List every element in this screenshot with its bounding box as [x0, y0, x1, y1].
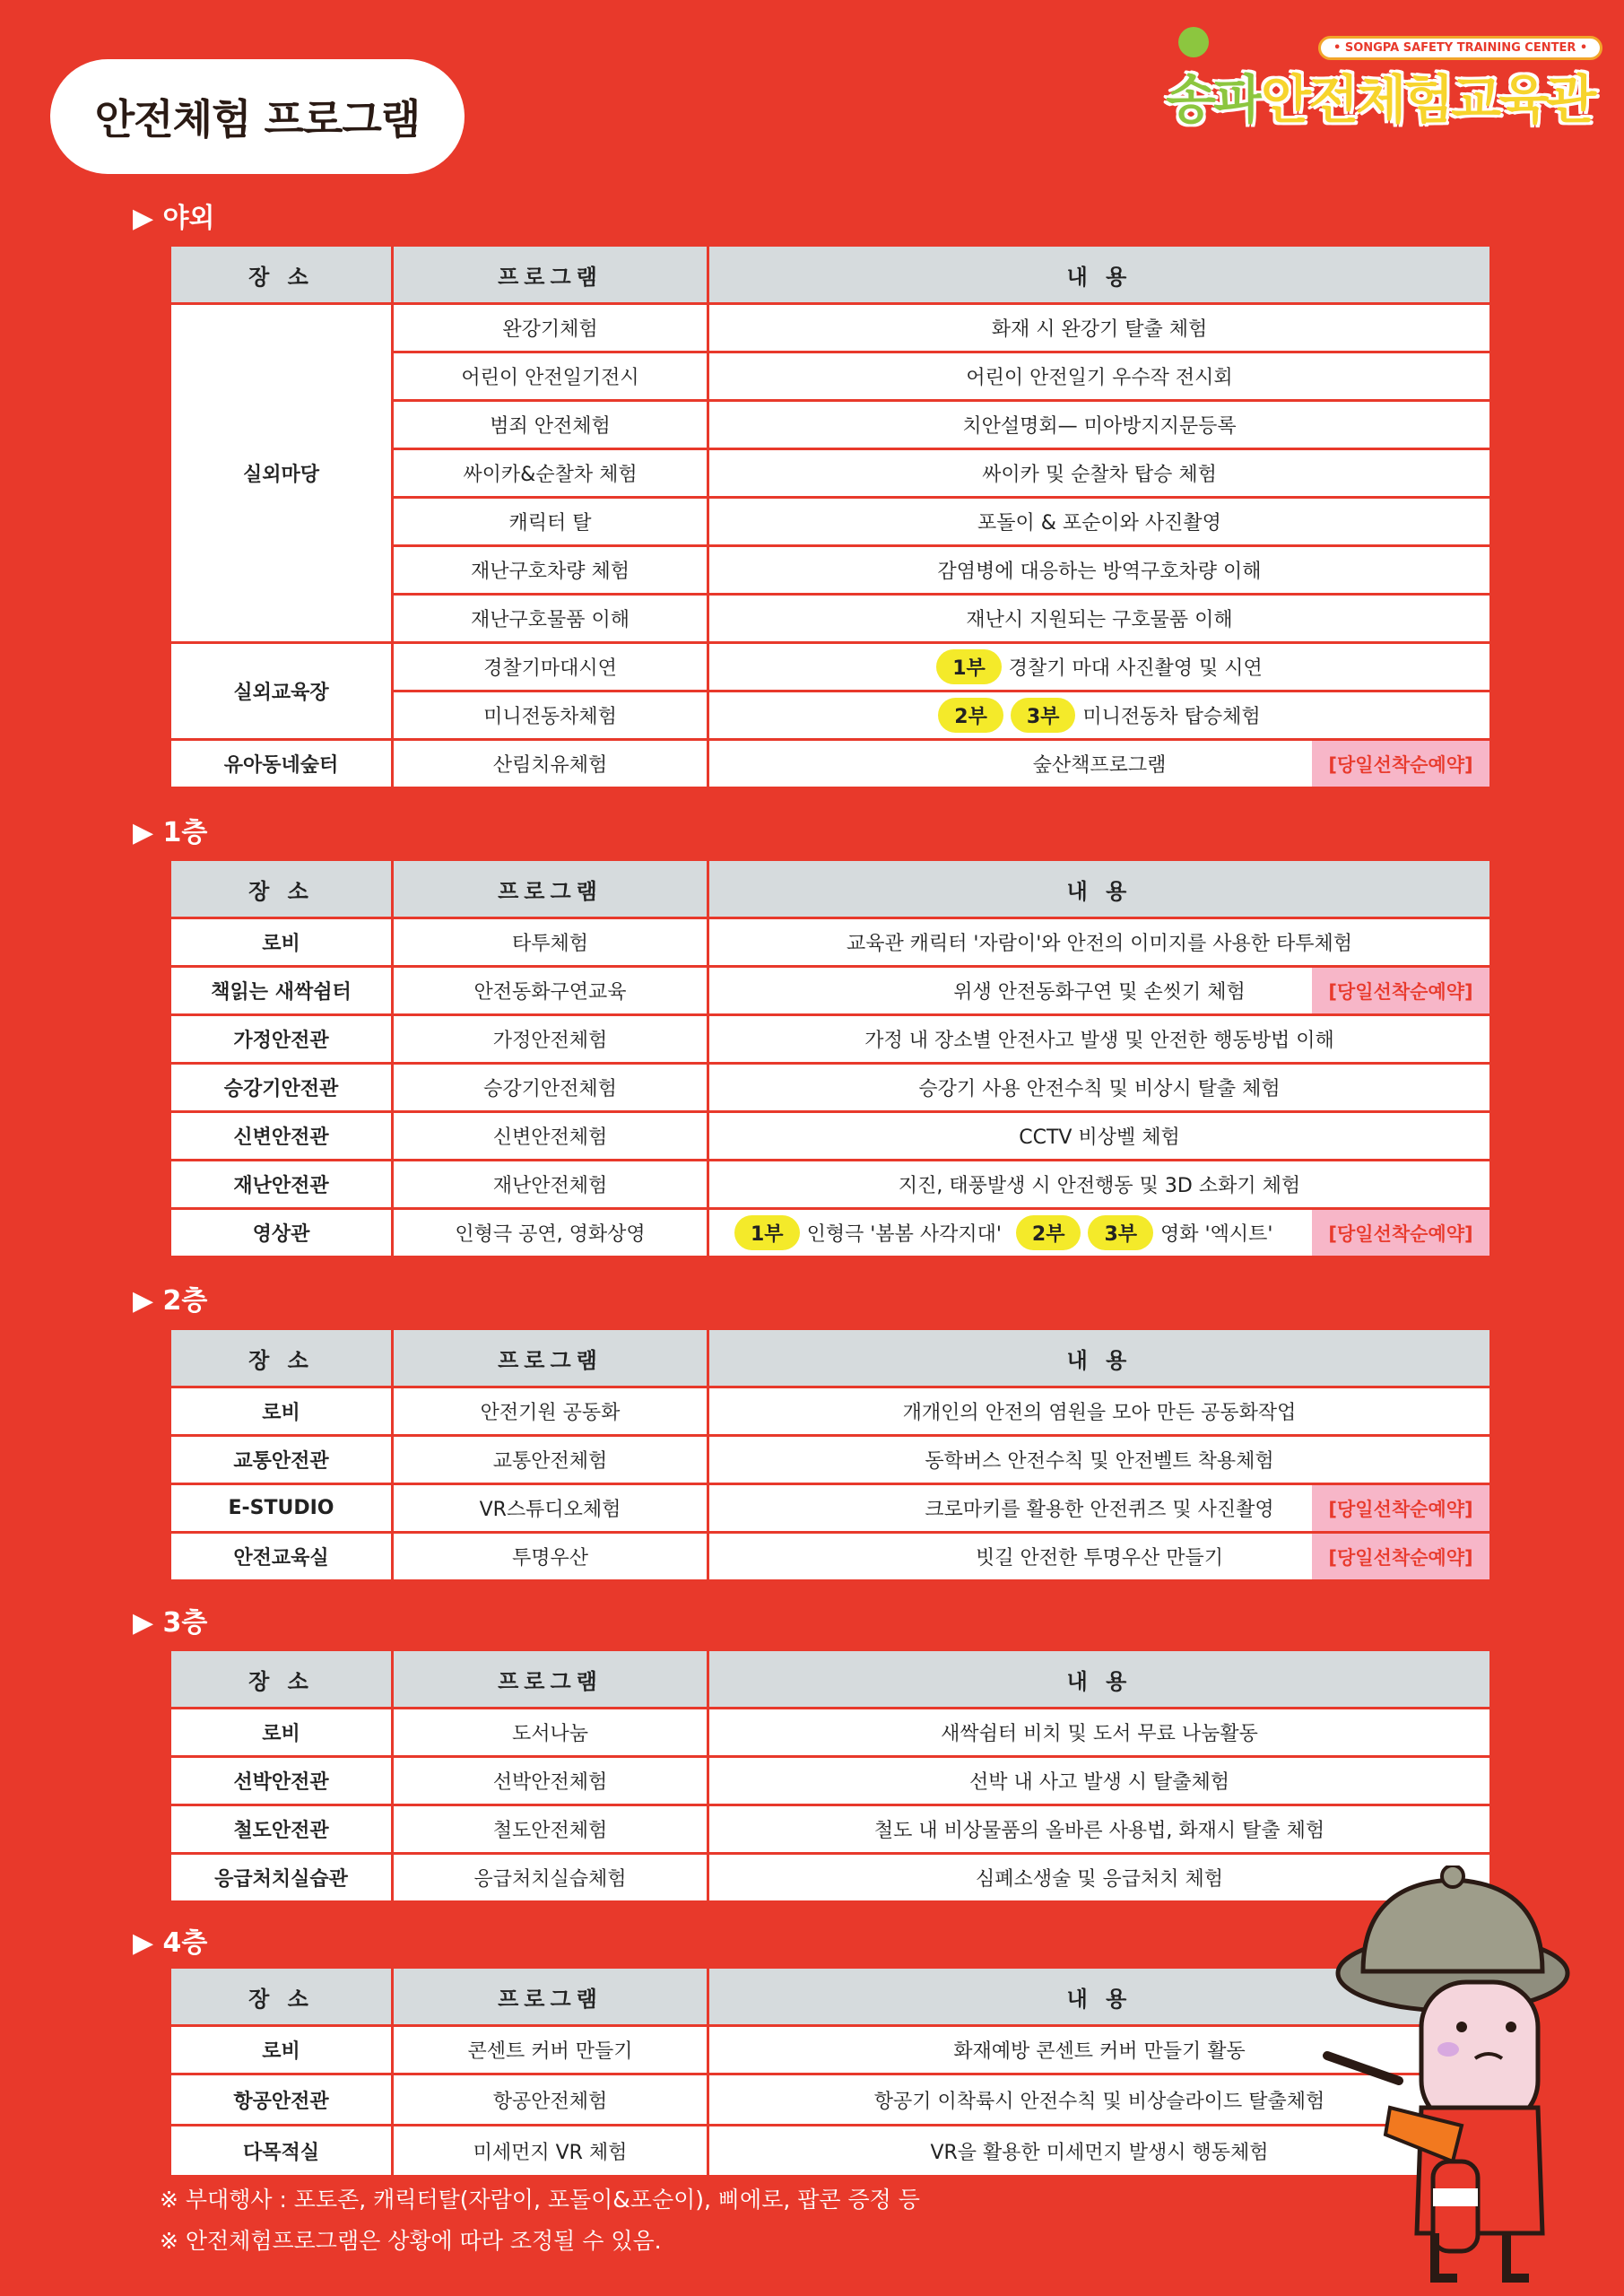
- header-place: 장 소: [170, 1650, 393, 1709]
- content-cell: [708, 740, 1491, 788]
- table-row: [170, 967, 1491, 1015]
- section-label-4f: ▶ 4층: [133, 1927, 208, 1959]
- place-cell: E-STUDIO: [170, 1484, 393, 1533]
- content-text: 영화 '엑시트': [1160, 1223, 1273, 1246]
- content-text: 인형극 '봄봄 사각지대': [806, 1223, 1002, 1246]
- content-cell: VR을 활용한 미세먼지 발생시 행동체험: [708, 2126, 1491, 2177]
- content-cell: 화재 시 완강기 탈출 체험: [708, 304, 1491, 352]
- table-outdoor: [169, 244, 1492, 789]
- content-text: 숲산책프로그램: [1032, 754, 1167, 777]
- place-cell: 유아동네숲터: [170, 740, 393, 788]
- header-place: 장 소: [170, 246, 393, 304]
- header-program: 프로그램: [393, 1968, 708, 2026]
- session-badge: 1부: [936, 649, 1002, 684]
- session-badge: 3부: [1011, 698, 1076, 733]
- header-content: 내 용: [708, 1968, 1491, 2026]
- place-cell: 신변안전관: [170, 1112, 393, 1161]
- program-cell: 미니전동차체험: [393, 691, 708, 740]
- header-content: 내 용: [708, 1650, 1491, 1709]
- header-program: 프로그램: [393, 246, 708, 304]
- table-row: [170, 643, 1491, 691]
- program-cell: 가정안전체험: [393, 1015, 708, 1064]
- content-cell: 어린이 안전일기 우수작 전시회: [708, 352, 1491, 401]
- table-row: [170, 2074, 1491, 2126]
- program-cell: 신변안전체험: [393, 1112, 708, 1161]
- program-cell: 항공안전체험: [393, 2074, 708, 2126]
- program-cell: 응급처치실습체험: [393, 1854, 708, 1902]
- header-program: 프로그램: [393, 1650, 708, 1709]
- table-row: [170, 1209, 1491, 1257]
- mascot-face: [1421, 1982, 1538, 2126]
- place-cell: 교통안전관: [170, 1436, 393, 1484]
- place-cell: 응급처치실습관: [170, 1854, 393, 1902]
- table-4f: [169, 1966, 1492, 2178]
- logo-subtitle: • SONGPA SAFETY TRAINING CENTER •: [1318, 36, 1602, 60]
- program-cell: 콘센트 커버 만들기: [393, 2026, 708, 2074]
- program-cell: 완강기체험: [393, 304, 708, 352]
- program-cell: 안전기원 공동화: [393, 1387, 708, 1436]
- program-cell: 재난안전체험: [393, 1161, 708, 1209]
- reservation-badge: [당일선착순예약]: [1312, 1534, 1489, 1579]
- table-row: [170, 304, 1491, 352]
- footnotes: [160, 2179, 920, 2262]
- content-cell: [708, 691, 1491, 740]
- place-cell: 실외교육장: [170, 643, 393, 740]
- content-text: 빗길 안전한 투명우산 만들기: [975, 1547, 1223, 1570]
- program-cell: 재난구호차량 체험: [393, 546, 708, 595]
- content-cell: 감염병에 대응하는 방역구호차량 이해: [708, 546, 1491, 595]
- program-cell: 도서나눔: [393, 1709, 708, 1757]
- program-cell: 미세먼지 VR 체험: [393, 2126, 708, 2177]
- program-cell: 교통안전체험: [393, 1436, 708, 1484]
- place-cell: 로비: [170, 1709, 393, 1757]
- program-cell: 산림치유체험: [393, 740, 708, 788]
- program-cell: 선박안전체험: [393, 1757, 708, 1805]
- content-cell: [708, 1209, 1491, 1257]
- header-program: 프로그램: [393, 860, 708, 918]
- sun-icon: [1178, 27, 1209, 57]
- program-cell: 싸이카&순찰차 체험: [393, 449, 708, 498]
- program-cell: 투명우산: [393, 1533, 708, 1581]
- table-row: [170, 2026, 1491, 2074]
- place-cell: 승강기안전관: [170, 1064, 393, 1112]
- content-cell: 개개인의 안전의 염원을 모아 만든 공동화작업: [708, 1387, 1491, 1436]
- table-row: [170, 1015, 1491, 1064]
- table-header: [170, 246, 1491, 304]
- table-header: [170, 1968, 1491, 2026]
- reservation-badge: [당일선착순예약]: [1312, 1485, 1489, 1531]
- page-title: 안전체험 프로그램: [94, 95, 421, 144]
- content-cell: 재난시 지원되는 구호물품 이해: [708, 595, 1491, 643]
- place-cell: 철도안전관: [170, 1805, 393, 1854]
- content-cell: 가정 내 장소별 안전사고 발생 및 안전한 행동방법 이해: [708, 1015, 1491, 1064]
- content-cell: 승강기 사용 안전수칙 및 비상시 탈출 체험: [708, 1064, 1491, 1112]
- table-row: [170, 1533, 1491, 1581]
- section-label-3f: ▶ 3층: [133, 1607, 208, 1639]
- table-header: [170, 1650, 1491, 1709]
- place-cell: 영상관: [170, 1209, 393, 1257]
- session-badge: 1부: [734, 1215, 800, 1250]
- table-row: [170, 1112, 1491, 1161]
- table-row: [170, 1387, 1491, 1436]
- content-cell: 치안설명회— 미아방지지문등록: [708, 401, 1491, 449]
- title-pill: [50, 59, 465, 174]
- table-row: [170, 1757, 1491, 1805]
- place-cell: 책읽는 새싹쉼터: [170, 967, 393, 1015]
- program-cell: 타투체험: [393, 918, 708, 967]
- program-cell: 재난구호물품 이해: [393, 595, 708, 643]
- reservation-badge: [당일선착순예약]: [1312, 1210, 1489, 1256]
- table-row: [170, 1805, 1491, 1854]
- table-row: [170, 2126, 1491, 2177]
- place-cell: 재난안전관: [170, 1161, 393, 1209]
- content-cell: CCTV 비상벨 체험: [708, 1112, 1491, 1161]
- section-label-1f: ▶ 1층: [133, 817, 208, 848]
- content-text: 위생 안전동화구연 및 손씻기 체험: [953, 981, 1246, 1004]
- place-cell: 선박안전관: [170, 1757, 393, 1805]
- session-badge: 3부: [1088, 1215, 1153, 1250]
- place-cell: 항공안전관: [170, 2074, 393, 2126]
- table-row: [170, 918, 1491, 967]
- program-cell: VR스튜디오체험: [393, 1484, 708, 1533]
- table-row: [170, 1484, 1491, 1533]
- content-cell: 화재예방 콘센트 커버 만들기 활동: [708, 2026, 1491, 2074]
- content-cell: 싸이카 및 순찰차 탑승 체험: [708, 449, 1491, 498]
- program-cell: 경찰기마대시연: [393, 643, 708, 691]
- reservation-badge: [당일선착순예약]: [1312, 968, 1489, 1013]
- content-cell: 동학버스 안전수칙 및 안전벨트 착용체험: [708, 1436, 1491, 1484]
- program-cell: 어린이 안전일기전시: [393, 352, 708, 401]
- logo-name: 송파안전체험교육관: [1166, 69, 1594, 130]
- content-cell: [708, 1533, 1491, 1581]
- table-header: [170, 1329, 1491, 1387]
- program-cell: 인형극 공연, 영화상영: [393, 1209, 708, 1257]
- session-badge: 2부: [938, 698, 1003, 733]
- session-badge: 2부: [1016, 1215, 1081, 1250]
- content-cell: [708, 967, 1491, 1015]
- place-cell: 로비: [170, 918, 393, 967]
- content-cell: 철도 내 비상물품의 올바른 사용법, 화재시 탈출 체험: [708, 1805, 1491, 1854]
- program-cell: 승강기안전체험: [393, 1064, 708, 1112]
- header-place: 장 소: [170, 1329, 393, 1387]
- section-label-2f: ▶ 2층: [133, 1285, 208, 1317]
- table-3f: [169, 1648, 1492, 1903]
- table-row: [170, 1161, 1491, 1209]
- reservation-badge: [당일선착순예약]: [1312, 741, 1489, 787]
- content-text: 경찰기 마대 사진촬영 및 시연: [1008, 657, 1263, 680]
- place-cell: 로비: [170, 2026, 393, 2074]
- content-cell: 교육관 캐릭터 '자람이'와 안전의 이미지를 사용한 타투체험: [708, 918, 1491, 967]
- table-row: [170, 1064, 1491, 1112]
- logo: [1166, 27, 1594, 130]
- content-cell: 새싹쉼터 비치 및 도서 무료 나눔활동: [708, 1709, 1491, 1757]
- header-content: 내 용: [708, 246, 1491, 304]
- mascot-character: [1300, 1866, 1605, 2287]
- program-cell: 철도안전체험: [393, 1805, 708, 1854]
- content-text: 미니전동차 탑승체험: [1082, 706, 1261, 728]
- table-row: [170, 1854, 1491, 1902]
- program-cell: 캐릭터 탈: [393, 498, 708, 546]
- header-content: 내 용: [708, 1329, 1491, 1387]
- program-cell: 안전동화구연교육: [393, 967, 708, 1015]
- content-cell: 포돌이 & 포순이와 사진촬영: [708, 498, 1491, 546]
- content-cell: 항공기 이착륙시 안전수칙 및 비상슬라이드 탈출체험: [708, 2074, 1491, 2126]
- table-row: [170, 1709, 1491, 1757]
- content-cell: 선박 내 사고 발생 시 탈출체험: [708, 1757, 1491, 1805]
- header-program: 프로그램: [393, 1329, 708, 1387]
- place-cell: 로비: [170, 1387, 393, 1436]
- header-place: 장 소: [170, 860, 393, 918]
- place-cell: 실외마당: [170, 304, 393, 643]
- footnote: ※ 안전체험프로그램은 상황에 따라 조정될 수 있음.: [160, 2228, 662, 2254]
- header-place: 장 소: [170, 1968, 393, 2026]
- place-cell: 다목적실: [170, 2126, 393, 2177]
- header-content: 내 용: [708, 860, 1491, 918]
- content-cell: 지진, 태풍발생 시 안전행동 및 3D 소화기 체험: [708, 1161, 1491, 1209]
- place-cell: 안전교육실: [170, 1533, 393, 1581]
- table-row: [170, 1436, 1491, 1484]
- program-cell: 범죄 안전체험: [393, 401, 708, 449]
- content-text: 크로마키를 활용한 안전퀴즈 및 사진촬영: [925, 1499, 1274, 1521]
- table-header: [170, 860, 1491, 918]
- table-row: [170, 740, 1491, 788]
- section-label-outdoor: ▶ 야외: [133, 203, 215, 234]
- place-cell: 가정안전관: [170, 1015, 393, 1064]
- table-2f: [169, 1327, 1492, 1582]
- content-cell: [708, 1484, 1491, 1533]
- content-cell: 심폐소생술 및 응급처치 체험: [708, 1854, 1491, 1902]
- table-1f: [169, 858, 1492, 1258]
- content-cell: [708, 643, 1491, 691]
- footnote: ※ 부대행사 : 포토존, 캐릭터탈(자람이, 포돌이&포순이), 삐에로, 팝콘 증정 등: [160, 2187, 920, 2213]
